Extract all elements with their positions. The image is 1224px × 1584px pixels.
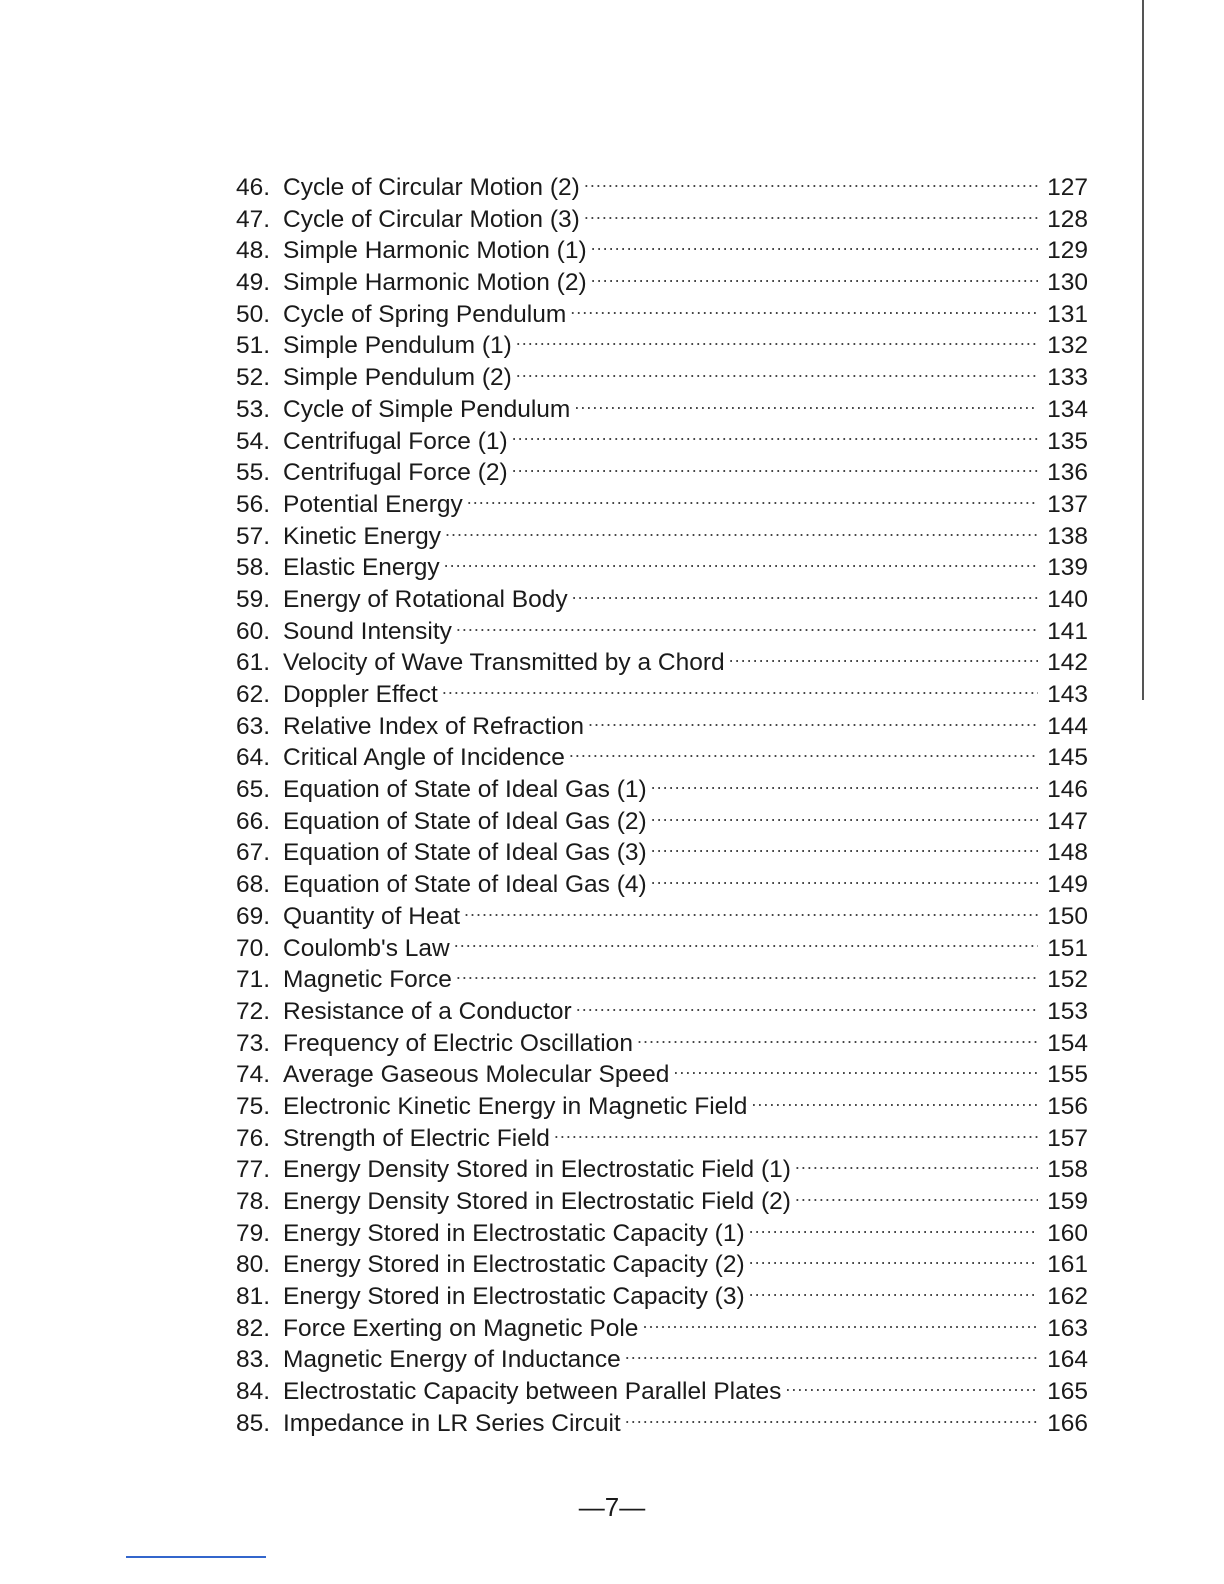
- toc-dot-leader: [625, 1338, 1038, 1370]
- toc-entry-number: 71.: [236, 966, 271, 994]
- toc-entry-page: 142: [1047, 649, 1088, 677]
- toc-entry-number: 84.: [236, 1378, 271, 1406]
- toc-entry-number: 70.: [236, 934, 271, 962]
- toc-entry-number: 76.: [236, 1124, 271, 1152]
- toc-entry-title: Kinetic Energy: [283, 522, 441, 550]
- toc-dot-leader: [456, 958, 1038, 990]
- toc-entry-page: 162: [1047, 1283, 1088, 1311]
- toc-entry-page: 156: [1047, 1092, 1088, 1120]
- toc-entry-number: 50.: [236, 300, 271, 328]
- toc-entry-page: 154: [1047, 1029, 1088, 1057]
- toc-dot-leader: [512, 451, 1038, 483]
- toc-entry-title: Resistance of a Conductor: [283, 997, 572, 1025]
- toc-entry-number: 83.: [236, 1346, 271, 1374]
- toc-dot-leader: [512, 419, 1038, 451]
- toc-entry-page: 165: [1047, 1378, 1088, 1406]
- toc-entry-number: 79.: [236, 1219, 271, 1247]
- toc-entry-page: 166: [1047, 1409, 1088, 1437]
- page-number: —7—: [578, 1492, 646, 1522]
- toc-entry-number: 78.: [236, 1188, 271, 1215]
- toc-entry-page: 131: [1047, 300, 1088, 328]
- toc-entry-page: 149: [1047, 871, 1088, 899]
- toc-entry: [236, 1408, 1088, 1440]
- toc-entry-page: 152: [1047, 966, 1088, 994]
- toc-dot-leader: [516, 356, 1038, 388]
- toc-dot-leader: [795, 1180, 1038, 1212]
- toc-entry-title: Energy Stored in Electrostatic Capacity (3): [283, 1283, 745, 1311]
- toc-dot-leader: [749, 1275, 1038, 1307]
- toc-dot-leader: [651, 863, 1038, 895]
- toc-entry-page: 164: [1047, 1346, 1088, 1374]
- toc-entry-title: Potential Energy: [283, 490, 463, 518]
- toc-entry-title: Relative Index of Refraction: [283, 712, 584, 740]
- toc-entry-title: Quantity of Heat: [283, 902, 461, 930]
- toc-entry-page: 159: [1047, 1188, 1088, 1215]
- toc-dot-leader: [729, 641, 1038, 673]
- toc-entry-number: 49.: [236, 269, 271, 297]
- toc-entry-title: Electrostatic Capacity between Parallel Plates: [283, 1378, 782, 1406]
- toc-entry-page: 136: [1047, 459, 1088, 487]
- toc-dot-leader: [570, 293, 1038, 325]
- toc-entry-title: Critical Angle of Incidence: [283, 744, 565, 772]
- toc-entry-title: Average Gaseous Molecular Speed: [283, 1061, 670, 1089]
- toc-entry-title: Centrifugal Force (2): [283, 459, 508, 487]
- toc-dot-leader: [588, 705, 1038, 737]
- toc-entry-number: 54.: [236, 427, 271, 455]
- toc-dot-leader: [591, 229, 1038, 261]
- toc-entry-number: 67.: [236, 839, 271, 867]
- toc-entry-number: 69.: [236, 902, 271, 930]
- toc-entry-title: Centrifugal Force (1): [283, 427, 508, 455]
- toc-entry-number: 75.: [236, 1092, 271, 1120]
- toc-entry-number: 47.: [236, 205, 271, 233]
- toc-dot-leader: [637, 1022, 1038, 1054]
- toc-dot-leader: [651, 831, 1038, 863]
- toc-entry-number: 66.: [236, 807, 271, 835]
- toc-entry-page: 132: [1047, 332, 1088, 360]
- toc-entry-number: 60.: [236, 617, 271, 645]
- toc-entry-number: 85.: [236, 1409, 271, 1437]
- toc-dot-leader: [751, 1085, 1038, 1117]
- toc-entry-page: 139: [1047, 554, 1088, 582]
- toc-dot-leader: [749, 1212, 1038, 1244]
- toc-entry-title: Simple Harmonic Motion (1): [283, 237, 587, 265]
- page-edge-line: [1142, 0, 1144, 700]
- toc-entry-page: 135: [1047, 427, 1088, 455]
- toc-entry-page: 140: [1047, 585, 1088, 613]
- toc-dot-leader: [584, 166, 1038, 198]
- toc-entry-page: 151: [1047, 934, 1088, 962]
- toc-entry-number: 81.: [236, 1283, 271, 1311]
- toc-dot-leader: [467, 483, 1038, 515]
- toc-entry-page: 137: [1047, 490, 1088, 518]
- toc-entry-page: 133: [1047, 364, 1088, 392]
- toc-entry-page: 150: [1047, 902, 1088, 930]
- toc-entry-number: 46.: [236, 174, 271, 201]
- toc-entry-number: 48.: [236, 237, 271, 265]
- toc-dot-leader: [584, 198, 1038, 230]
- toc-entry-page: 161: [1047, 1251, 1088, 1279]
- toc-entry-title: Energy Stored in Electrostatic Capacity (1): [283, 1219, 745, 1247]
- toc-dot-leader: [554, 1117, 1038, 1149]
- toc-entry-title: Magnetic Force: [283, 966, 452, 994]
- toc-entry-number: 51.: [236, 332, 271, 360]
- toc-dot-leader: [569, 736, 1038, 768]
- toc-entry-title: Electronic Kinetic Energy in Magnetic Field: [283, 1092, 748, 1120]
- toc-entry-number: 68.: [236, 871, 271, 899]
- toc-entry-number: 62.: [236, 681, 271, 708]
- toc-entry-number: 65.: [236, 776, 271, 804]
- toc-entry-title: Cycle of Simple Pendulum: [283, 395, 571, 423]
- footnote-rule: [126, 1556, 266, 1558]
- toc-dot-leader: [456, 610, 1038, 642]
- toc-entry-number: 74.: [236, 1061, 271, 1089]
- toc-entry-number: 59.: [236, 585, 271, 613]
- toc-entry-title: Force Exerting on Magnetic Pole: [283, 1314, 639, 1342]
- toc-entry-number: 64.: [236, 744, 271, 772]
- toc-entry-number: 63.: [236, 712, 271, 740]
- toc-entry-title: Energy Stored in Electrostatic Capacity (2): [283, 1251, 745, 1279]
- toc-dot-leader: [642, 1307, 1038, 1339]
- toc-entry-number: 52.: [236, 364, 271, 392]
- toc-dot-leader: [445, 515, 1038, 547]
- toc-entry-page: 155: [1047, 1061, 1088, 1089]
- toc-dot-leader: [444, 546, 1038, 578]
- toc-entry-title: Doppler Effect: [283, 681, 438, 708]
- toc-entry-title: Simple Pendulum (1): [283, 332, 512, 360]
- toc-entry-number: 58.: [236, 554, 271, 582]
- toc-entry-page: 129: [1047, 237, 1088, 265]
- toc-dot-leader: [576, 990, 1038, 1022]
- toc-entry-page: 147: [1047, 807, 1088, 835]
- toc-dot-leader: [625, 1402, 1038, 1434]
- toc-entry-page: 127: [1047, 174, 1088, 201]
- toc-entry-page: 145: [1047, 744, 1088, 772]
- table-of-contents: [236, 172, 1088, 1440]
- toc-entry-title: Cycle of Circular Motion (2): [283, 174, 580, 201]
- toc-entry-number: 82.: [236, 1314, 271, 1342]
- toc-entry-number: 55.: [236, 459, 271, 487]
- toc-entry-page: 138: [1047, 522, 1088, 550]
- toc-dot-leader: [795, 1148, 1038, 1180]
- toc-entry-number: 73.: [236, 1029, 271, 1057]
- toc-entry-page: 160: [1047, 1219, 1088, 1247]
- toc-entry-number: 53.: [236, 395, 271, 423]
- toc-entry-page: 153: [1047, 997, 1088, 1025]
- toc-entry-number: 72.: [236, 997, 271, 1025]
- toc-dot-leader: [591, 261, 1038, 293]
- toc-entry-title: Energy of Rotational Body: [283, 585, 568, 613]
- toc-dot-leader: [516, 324, 1038, 356]
- toc-dot-leader: [442, 673, 1038, 705]
- toc-dot-leader: [572, 578, 1038, 610]
- toc-entry-page: 157: [1047, 1124, 1088, 1152]
- toc-entry-page: 144: [1047, 712, 1088, 740]
- toc-dot-leader: [464, 895, 1038, 927]
- toc-entry-title: Simple Pendulum (2): [283, 364, 512, 392]
- toc-entry-number: 61.: [236, 649, 271, 677]
- toc-entry-title: Equation of State of Ideal Gas (3): [283, 839, 647, 867]
- toc-entry-title: Equation of State of Ideal Gas (1): [283, 776, 647, 804]
- toc-entry-number: 56.: [236, 490, 271, 518]
- toc-entry-title: Equation of State of Ideal Gas (2): [283, 807, 647, 835]
- toc-entry-title: Sound Intensity: [283, 617, 452, 645]
- toc-entry-title: Frequency of Electric Oscillation: [283, 1029, 633, 1057]
- toc-entry-number: 80.: [236, 1251, 271, 1279]
- toc-entry-page: 141: [1047, 617, 1088, 645]
- toc-entry-page: 134: [1047, 395, 1088, 423]
- toc-entry-title: Magnetic Energy of Inductance: [283, 1346, 621, 1374]
- toc-entry-page: 148: [1047, 839, 1088, 867]
- toc-entry-title: Strength of Electric Field: [283, 1124, 550, 1152]
- toc-entry-page: 158: [1047, 1156, 1088, 1184]
- toc-entry-page: 128: [1047, 205, 1088, 233]
- toc-dot-leader: [651, 768, 1038, 800]
- toc-entry-page: 163: [1047, 1314, 1088, 1342]
- toc-entry-page: 146: [1047, 776, 1088, 804]
- toc-entry-title: Coulomb's Law: [283, 934, 450, 962]
- toc-entry-title: Simple Harmonic Motion (2): [283, 269, 587, 297]
- toc-dot-leader: [574, 388, 1038, 420]
- toc-entry-title: Elastic Energy: [283, 554, 440, 582]
- toc-dot-leader: [785, 1370, 1038, 1402]
- toc-entry-title: Energy Density Stored in Electrostatic Field (2): [283, 1188, 791, 1215]
- toc-entry-page: 143: [1047, 681, 1088, 708]
- toc-entry-number: 57.: [236, 522, 271, 550]
- toc-entry-page: 130: [1047, 269, 1088, 297]
- toc-dot-leader: [749, 1243, 1038, 1275]
- toc-entry-number: 77.: [236, 1156, 271, 1184]
- toc-entry-title: Velocity of Wave Transmitted by a Chord: [283, 649, 725, 677]
- toc-dot-leader: [673, 1053, 1038, 1085]
- toc-dot-leader: [454, 926, 1038, 958]
- toc-entry-title: Cycle of Spring Pendulum: [283, 300, 567, 328]
- toc-entry-title: Cycle of Circular Motion (3): [283, 205, 580, 233]
- toc-entry-title: Impedance in LR Series Circuit: [283, 1409, 621, 1437]
- toc-entry-title: Equation of State of Ideal Gas (4): [283, 871, 647, 899]
- toc-entry-title: Energy Density Stored in Electrostatic Field (1): [283, 1156, 791, 1184]
- toc-dot-leader: [651, 800, 1038, 832]
